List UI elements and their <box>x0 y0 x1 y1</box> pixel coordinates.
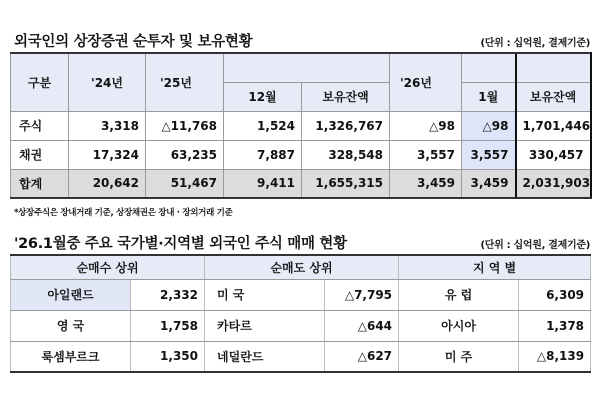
header-holdings: 보유잔액 <box>302 82 390 111</box>
row-label: 합계 <box>11 169 69 198</box>
row-label: 채권 <box>11 140 69 169</box>
sell-country: 카타르 <box>205 310 325 341</box>
cell-2025: 51,467 <box>146 169 224 198</box>
country-trading-table <box>10 254 591 373</box>
region-name: 아시아 <box>399 310 519 341</box>
sell-country: 네덜란드 <box>205 341 325 372</box>
cell-2024: 3,318 <box>69 111 146 140</box>
header-2026-span <box>462 53 516 82</box>
row-label: 주식 <box>11 111 69 140</box>
region-name: 유 럽 <box>399 279 519 310</box>
cell-2025: △11,768 <box>146 111 224 140</box>
section2-unit: (단위 : 십억원, 결제기준) <box>480 240 590 251</box>
cell-holdings: 328,548 <box>302 140 390 169</box>
cell-january: 3,557 <box>462 140 516 169</box>
cell-holdings-2: 330,457 <box>516 140 591 169</box>
cell-2024: 20,642 <box>69 169 146 198</box>
net-investment-table <box>10 52 592 199</box>
section1-unit: (단위 : 십억원, 결제기준) <box>480 38 590 49</box>
region-value: 1,378 <box>519 310 591 341</box>
cell-holdings-2: 2,031,903 <box>516 169 591 198</box>
buy-country: 아일랜드 <box>11 279 131 310</box>
header-row-1 <box>11 53 591 82</box>
buy-country: 룩셈부르크 <box>11 341 131 372</box>
buy-value: 2,332 <box>131 279 205 310</box>
section2-title: '26.1월중 주요 국가별·지역별 외국인 주식 매매 현황 <box>14 236 347 252</box>
cell-holdings-2: 1,701,446 <box>516 111 591 140</box>
cell-2025: 63,235 <box>146 140 224 169</box>
cell-holdings: 1,326,767 <box>302 111 390 140</box>
cell-december: 1,524 <box>224 111 302 140</box>
sell-value: △7,795 <box>325 279 399 310</box>
header-region: 지 역 별 <box>399 255 591 279</box>
table-row <box>11 279 591 310</box>
cell-january: 3,459 <box>462 169 516 198</box>
cell-2026: △98 <box>390 111 462 140</box>
header-holdings-box-top <box>516 53 591 82</box>
header-december: 12월 <box>224 82 302 111</box>
section1-title: 외국인의 상장증권 순투자 및 보유현황 <box>14 34 253 50</box>
header-net-sell: 순매도 상위 <box>205 255 399 279</box>
header-2025-span <box>224 53 390 82</box>
sell-value: △644 <box>325 310 399 341</box>
header-2025: '25년 <box>146 53 224 111</box>
header-category: 구분 <box>11 53 69 111</box>
buy-country: 영 국 <box>11 310 131 341</box>
header-2026: '26년 <box>390 53 462 111</box>
table-row <box>11 310 591 341</box>
buy-value: 1,758 <box>131 310 205 341</box>
cell-2026: 3,459 <box>390 169 462 198</box>
footnote: *상장주식은 장내거래 기준, 상장채권은 장내 · 장외거래 기준 <box>14 208 233 218</box>
table-row-stocks <box>11 111 591 140</box>
region-value: 6,309 <box>519 279 591 310</box>
cell-2024: 17,324 <box>69 140 146 169</box>
header-january: 1월 <box>462 82 516 111</box>
table-row-bonds <box>11 140 591 169</box>
header-row <box>11 255 591 279</box>
cell-2026: 3,557 <box>390 140 462 169</box>
cell-december: 9,411 <box>224 169 302 198</box>
table-row-total <box>11 169 591 198</box>
header-holdings-2: 보유잔액 <box>516 82 591 111</box>
header-net-buy: 순매수 상위 <box>11 255 205 279</box>
cell-january: △98 <box>462 111 516 140</box>
buy-value: 1,350 <box>131 341 205 372</box>
table-row <box>11 341 591 372</box>
region-value: △8,139 <box>519 341 591 372</box>
header-2024: '24년 <box>69 53 146 111</box>
sell-value: △627 <box>325 341 399 372</box>
cell-december: 7,887 <box>224 140 302 169</box>
section2-title-row <box>14 232 590 253</box>
sell-country: 미 국 <box>205 279 325 310</box>
cell-holdings: 1,655,315 <box>302 169 390 198</box>
section1-title-row <box>14 30 590 51</box>
region-name: 미 주 <box>399 341 519 372</box>
